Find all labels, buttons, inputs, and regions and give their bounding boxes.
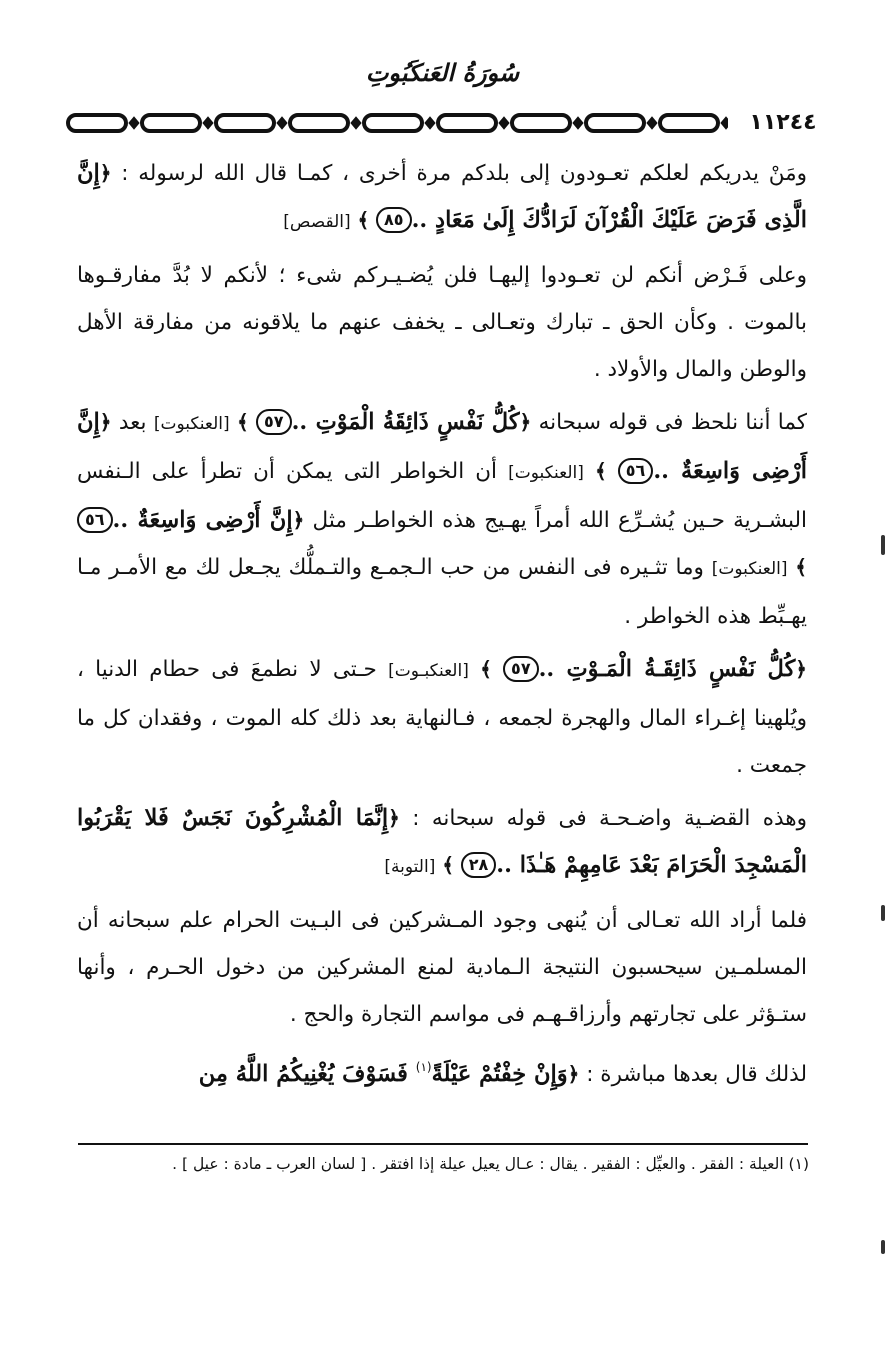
paragraph-text: فلما أراد الله تعـالى أن يُنهى وجود المـشركين فى البـيت الحرام علم سبحانه أن المسلمـين سيحسبون النتيجة الـمادية لمنع المشركين من دخول الحـرم ، وأنها ستـؤثر على تجارتهم وأرزاقـهـم فى مواسم التجارة والحج . [77, 908, 807, 1027]
verse-close-bracket: ﴾ [236, 410, 249, 434]
paragraph-text: ومَنْ يدريكم لعلكم تعـودون إلى بلدكم مرة أخرى ، كمـا قال الله لرسوله : [111, 161, 807, 186]
scan-edge-mark [881, 905, 885, 921]
quran-verse: وَإِنْ خِفْتُمْ عَيْلَةً [431, 1061, 568, 1087]
surah-reference: [القصص] [283, 212, 351, 232]
paragraph-text: لذلك قال بعدها مباشرة : [579, 1062, 807, 1087]
verse-number: ٥٦ [77, 507, 113, 533]
verse-open-bracket: ﴿ [99, 161, 112, 185]
verse-close-bracket: ﴾ [594, 459, 607, 483]
footnote-marker: (١) [415, 1060, 432, 1074]
verse-number: ٥٦ [618, 458, 654, 484]
verse-open-bracket: ﴿ [795, 657, 808, 681]
verse-number: ٥٧ [503, 656, 539, 682]
verse-close-bracket: ﴾ [357, 208, 370, 232]
verse-close-bracket: ﴾ [442, 853, 454, 877]
verse-open-bracket: ﴿ [519, 410, 532, 434]
paragraph [77, 399, 807, 640]
surah-reference: [العنكبوت] [711, 559, 788, 579]
verse-open-bracket: ﴿ [567, 1062, 580, 1086]
paragraph [77, 1044, 807, 1098]
surah-title: سُورَةُ العَنكَبُوتِ [365, 58, 520, 87]
verse-open-bracket: ﴿ [388, 806, 400, 830]
decorative-border [66, 106, 830, 140]
footnote-divider [78, 1143, 808, 1145]
quran-verse: فَسَوْفَ يُغْنِيكُمُ اللَّهُ مِن [198, 1061, 416, 1087]
paragraph-text: كما أننا نلحظ فى قوله سبحانه [531, 410, 807, 435]
paragraph-text: وهذه القضـية واضـحـة فى قوله سبحانه : [399, 806, 807, 831]
paragraph-text: أن الخواطر التى يمكن أن تطرأ على الـنفس البشـرية حـين يُشـرِّع الله أمراً يهـيج هذه الخواطـر مثل [77, 459, 807, 533]
paragraph-text: وما تثـيره فى النفس من حب الـجمـع والتـملُّك يجـعل لك مع الأمـر مـا يهـبِّط هذه الخواطر . [77, 555, 807, 629]
surah-reference: [العنكبوت] [153, 414, 230, 434]
verse-number: ٢٨ [461, 852, 497, 878]
quran-verse: إِنَّ الَّذِى فَرَضَ عَلَيْكَ الْقُرْآنَ لَرَادُّكَ إِلَىٰ مَعَادٍ .. [77, 160, 807, 233]
chain-ornament-icon [66, 106, 830, 140]
surah-reference: [العنكبوت] [508, 463, 584, 483]
verse-number: ٥٧ [256, 409, 292, 435]
footnote: (١) العيلة : الفقر . والعيِّل : الفقير . يقال : عـال يعيل عيلة إذا افتقر . [ لسان العرب ـ مادة : عيل ] . [172, 1155, 809, 1173]
quran-verse: كُلُّ نَفْسٍ ذَائِقَـةُ الْمَـوْتِ .. [538, 656, 796, 682]
paragraph [77, 150, 807, 246]
surah-reference: [العنكبـوت] [388, 661, 469, 681]
verse-number: ٨٥ [376, 207, 412, 233]
quran-verse: إِنَّمَا الْمُشْرِكُونَ نَجَسٌ فَلا يَقْرَبُوا الْمَسْجِدَ الْحَرَامَ بَعْدَ عَامِهِمْ هَـٰذَا .. [77, 805, 807, 878]
page-number: ١١٢٤٤ [728, 107, 838, 139]
scan-edge-mark [881, 1240, 885, 1254]
main-text [77, 150, 807, 1104]
paragraph-text: وعلى فَـرْض أنكم لن تعـودوا إليهـا فلن يُضـيـركم شىء ؛ لأنكم لا بُدَّ مفارقـوها بالموت . وكأن الحق ـ تبارك وتعـالى ـ يخفف عنهم ما يلاقونه من مفارقة الأهل والوطن والمال والأولاد . [77, 263, 807, 382]
verse-open-bracket: ﴿ [99, 410, 112, 434]
verse-open-bracket: ﴿ [292, 508, 305, 532]
paragraph [77, 252, 807, 393]
paragraph-text: حـتى لا نطمعَ فى حطام الدنيا ، ويُلهينا إغـراء المال والهجرة لجمعه ، فـالنهاية بعد ذلك كله الموت ، وفقدان كل ما جمعت . [77, 657, 807, 778]
surah-reference: [التوبة] [384, 857, 436, 877]
scan-edge-mark [881, 535, 885, 555]
quran-verse: إِنَّ أَرْضِى وَاسِعَةٌ .. [112, 507, 293, 533]
paragraph [77, 795, 807, 891]
quran-verse: إِنَّ أَرْضِى وَاسِعَةٌ .. [77, 409, 807, 484]
paragraph-text: بعد [111, 410, 154, 435]
verse-close-bracket: ﴾ [480, 657, 492, 681]
verse-close-bracket: ﴾ [795, 555, 807, 579]
paragraph [77, 897, 807, 1038]
quran-verse: كُلُّ نَفْسٍ ذَائِقَةُ الْمَوْتِ .. [291, 409, 520, 435]
paragraph [77, 646, 807, 789]
